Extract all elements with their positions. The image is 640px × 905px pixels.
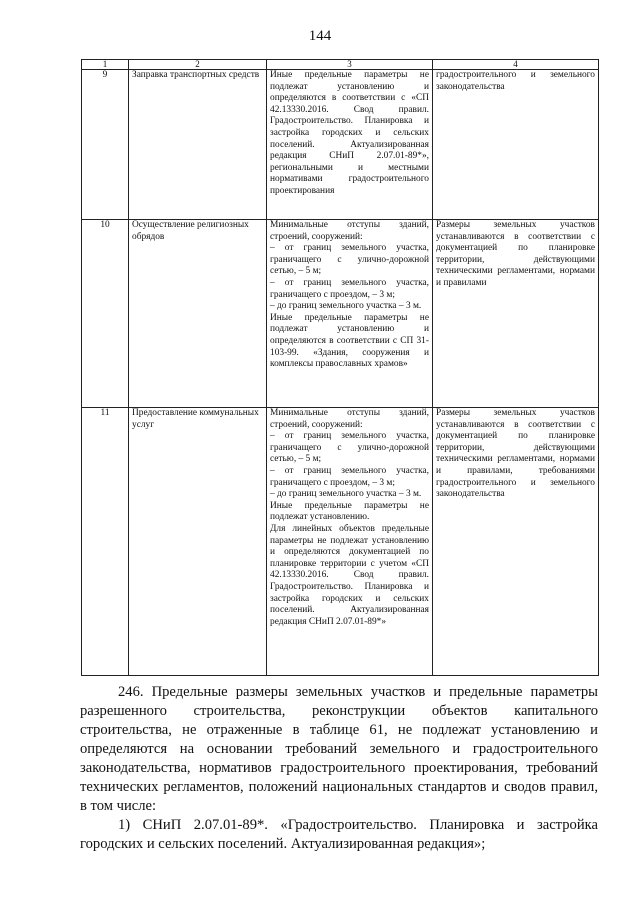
parameter-text: – от границ земельного участка, граничащего с проездом, – 3 м;	[270, 277, 429, 300]
table-row	[82, 220, 599, 408]
row-number: 11	[82, 408, 129, 676]
parameter-text: – до границ земельного участка – 3 м.	[270, 301, 422, 312]
row-number: 10	[82, 220, 129, 408]
table-row	[82, 70, 599, 220]
table-header-row	[82, 60, 599, 70]
column-header: 1	[82, 60, 129, 70]
page-number: 144	[308, 28, 332, 44]
parameter-text: Иные предельные параметры не подлежат установлению и определяются в соответствии с «СП 42.13330.2016. Свод правил. Градостроительство. Планировка и застройка городских и сельских поселений. Актуализированная редакция СНиП 2.07.01-89*», региональными и местными нормативами градостроительного проектирования	[270, 70, 429, 196]
column-header: 2	[129, 60, 267, 70]
row-number: 9	[82, 70, 129, 220]
parameter-text: Иные предельные параметры не подлежат установлению.	[270, 500, 429, 523]
parameter-text: – от границ земельного участка, граничащего с улично-дорожной сетью, – 5 м;	[270, 243, 429, 277]
parameters-cell	[267, 220, 433, 408]
body-text	[80, 683, 598, 854]
parameter-text: Для линейных объектов предельные параметры не подлежат установлению и определяются документацией по планировке территории с учетом «СП 42.13330.2016. Свод правил. Градостроительство. Планировка и застройка городских и сельских поселений. Актуализированная редакция СНиП 2.07.01-89*»	[270, 523, 429, 627]
parameter-text: Минимальные отступы зданий, строений, сооружений:	[270, 220, 429, 242]
paragraph-246: 246. Предельные размеры земельных участков и предельные параметры разрешенного строительства, реконструкции объектов капитального строительства, не отраженные в таблице 61, не подлежат установлению и определяются на основании требований земельного и градостроительного законодательства, нормативов градостроительного проектирования, требований технических регламентов, положений национальных стандартов и сводов правил, в том числе:	[80, 684, 598, 814]
column-header: 3	[267, 60, 433, 70]
table-row	[82, 408, 599, 676]
parameter-text: – до границ земельного участка – 3 м.	[270, 489, 422, 500]
parameters-cell	[267, 408, 433, 676]
regulations-table	[81, 59, 599, 676]
parameter-text: Иные предельные параметры не подлежат установлению и определяются в соответствии с СП 31-103-99. «Здания, сооружения и комплексы православных храмов»	[270, 312, 429, 370]
use-type-name: Заправка транспортных средств	[129, 70, 267, 220]
list-item-1: 1) СНиП 2.07.01-89*. «Градостроительство. Планировка и застройка городских и сельских поселений. Актуализированная редакция»;	[80, 817, 598, 852]
parameter-text: – от границ земельного участка, граничащего с проездом, – 3 м;	[270, 465, 429, 488]
parameter-text: Минимальные отступы зданий, строений, сооружений:	[270, 408, 429, 430]
use-type-name: Предоставление коммунальных услуг	[129, 408, 267, 676]
notes-cell: Размеры земельных участков устанавливаются в соответствии с документацией по планировке территории, действующими техническими регламентами, нормами и правилами, требованиями градостроительного и земельного законодательства	[433, 408, 599, 676]
parameter-text: – от границ земельного участка, граничащего с улично-дорожной сетью, – 5 м;	[270, 431, 429, 465]
use-type-name: Осуществление религиозных обрядов	[129, 220, 267, 408]
parameters-cell	[267, 70, 433, 220]
column-header: 4	[433, 60, 599, 70]
notes-cell: градостроительного и земельного законодательства	[433, 70, 599, 220]
notes-cell: Размеры земельных участков устанавливаются в соответствии с документацией по планировке территории, действующими техническими регламентами, нормами и правилами	[433, 220, 599, 408]
